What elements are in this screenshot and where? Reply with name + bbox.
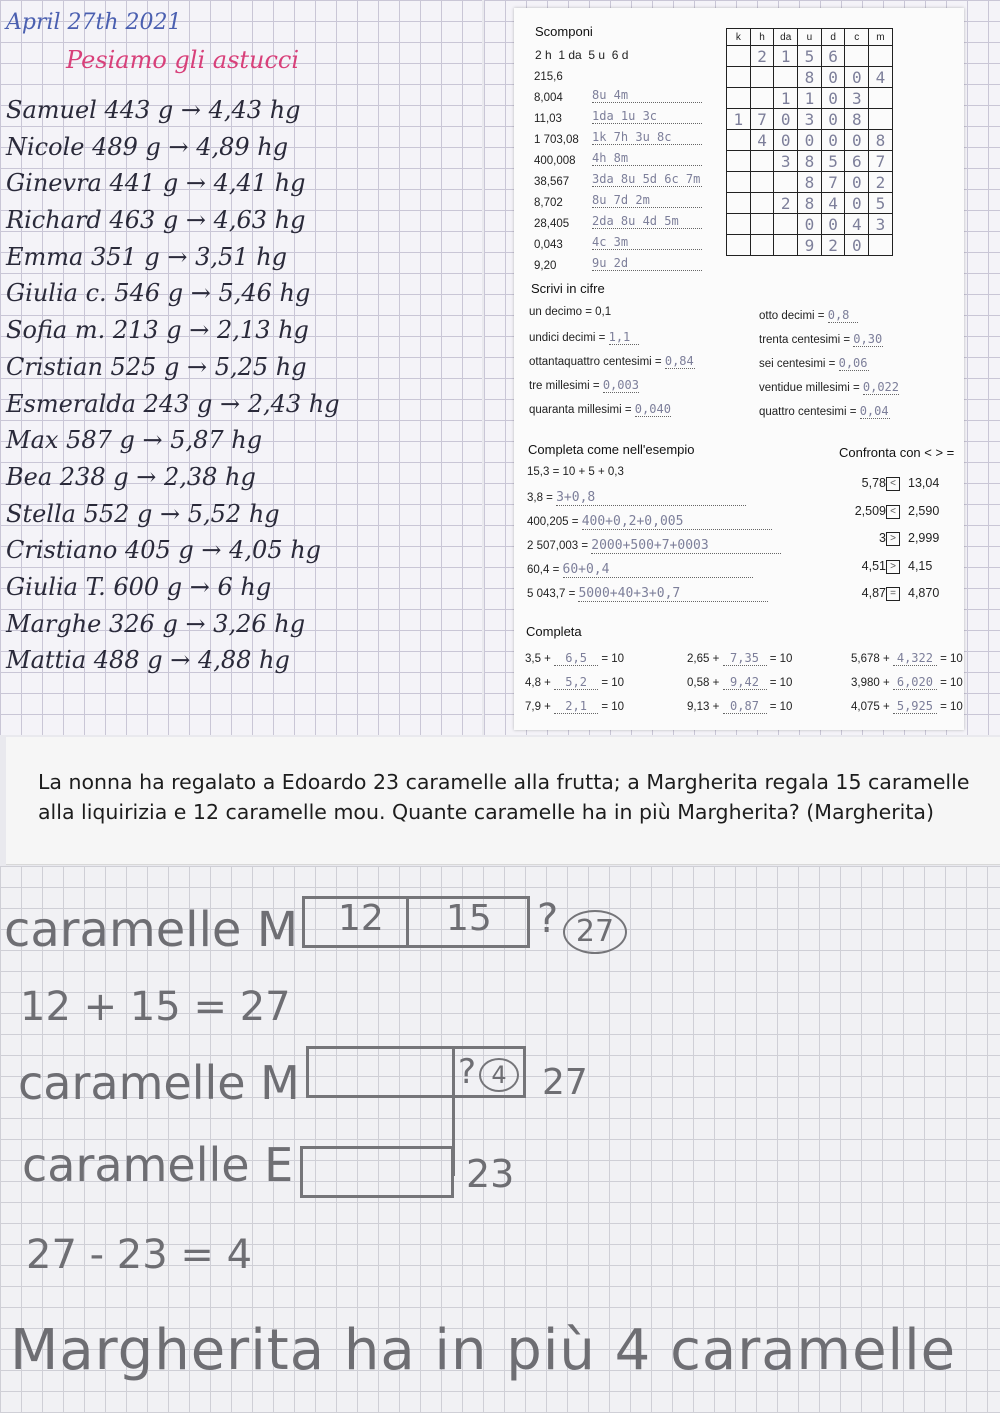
cifre-row (529, 306, 749, 330)
esempio-title: Completa come nell'esempio (528, 442, 695, 457)
table-cell (774, 172, 798, 193)
table-cell: 0 (774, 109, 798, 130)
table-header-cell: d (821, 29, 845, 46)
table-header-cell: k (727, 29, 751, 46)
scomponi-row (534, 256, 719, 277)
table-cell (727, 172, 751, 193)
weight-row: Cristiano 405 g → 4,05 hg (6, 536, 322, 565)
table-cell: 0 (798, 214, 822, 235)
table-cell: 4 (869, 67, 893, 88)
completa-row (687, 675, 837, 699)
cifre-row (759, 356, 959, 380)
scomponi-answer: 4c 3m (592, 235, 702, 250)
table-cell (727, 151, 751, 172)
completa-result: = 10 (769, 677, 793, 689)
total-23: 23 (466, 1152, 515, 1196)
confronta-list (834, 476, 964, 614)
bar-divider (406, 896, 409, 948)
esempio-label: 60,4 = (527, 564, 560, 576)
completa-result: = 10 (601, 677, 625, 689)
cifre-answer: 0,040 (634, 402, 671, 416)
completa-row (687, 651, 837, 675)
notebook-page-worksheet (484, 0, 1000, 735)
table-cell: 0 (845, 67, 869, 88)
esempio-answer: 3+0,8 (556, 490, 746, 506)
completa-row (851, 675, 1000, 699)
confronta-row (834, 531, 964, 559)
table-cell: 4 (750, 130, 774, 151)
table-cell: 7 (821, 172, 845, 193)
table-cell: 1 (774, 88, 798, 109)
cifre-label: un decimo = 0,1 (529, 306, 612, 318)
table-cell (869, 46, 893, 67)
table-cell: 3 (798, 109, 822, 130)
completa-row (525, 675, 675, 699)
table-cell (750, 67, 774, 88)
cifre-answer: 0,8 (828, 308, 858, 323)
scomponi-number: 1 703,08 (534, 134, 579, 146)
scomponi-example: 2 h 1 da 5 u 6 d (535, 48, 629, 62)
completa-row (851, 699, 1000, 723)
scomponi-title: Scomponi (535, 24, 593, 39)
esempio-row (527, 490, 827, 514)
esempio-answer: 400+0,2+0,005 (582, 514, 772, 530)
completa-result: = 10 (769, 653, 793, 665)
cifre-row (759, 332, 959, 356)
cifre-title: Scrivi in cifre (531, 281, 605, 296)
scomponi-row (534, 130, 719, 151)
table-cell (750, 214, 774, 235)
completa-answer: 6,5 (554, 651, 598, 666)
cifre-label: ventidue millesimi = (759, 382, 860, 394)
weight-row: Bea 238 g → 2,38 hg (6, 462, 256, 491)
table-cell: 8 (845, 109, 869, 130)
notebook-page-weights (0, 0, 482, 735)
scomponi-list (534, 67, 719, 277)
table-cell: 2 (750, 46, 774, 67)
completa-result: = 10 (940, 701, 963, 713)
table-cell: 7 (750, 109, 774, 130)
cifre-answer: 0,04 (859, 404, 889, 418)
table-cell (750, 193, 774, 214)
esempio-answer: 60+0,4 (563, 562, 753, 578)
cifre-label: ottantaquattro centesimi = (529, 356, 662, 368)
cifre-label: quaranta millesimi = (529, 404, 632, 416)
confronta-title: Confronta con < > = (839, 445, 955, 460)
table-cell (727, 193, 751, 214)
total-27: 27 (542, 1062, 588, 1103)
cifre-answer: 1,1 (609, 330, 639, 345)
circled-result-27: 27 (563, 910, 627, 954)
table-cell (727, 46, 751, 67)
scomponi-row (534, 109, 719, 130)
cifre-label: undici decimi = (529, 332, 606, 344)
esempio-row (527, 562, 827, 586)
scomponi-answer: 8u 4m (592, 88, 702, 103)
place-value-table (726, 28, 893, 256)
esempio-answer: 5000+40+3+0,7 (578, 586, 768, 602)
problem-text: La nonna ha regalato a Edoardo 23 caramelle alla frutta; a Margherita regala 15 caramelle alla liquirizia e 12 caramelle mou. Quante caramelle ha in più Margherita? (Margherita) (38, 770, 970, 824)
esempio-answer: 2000+500+7+0003 (591, 538, 781, 554)
table-cell: 6 (821, 46, 845, 67)
table-cell (774, 214, 798, 235)
table-cell: 0 (845, 235, 869, 256)
table-cell (750, 151, 774, 172)
table-cell: 3 (845, 88, 869, 109)
completa-addend: 3,5 + (525, 653, 551, 665)
table-cell: 8 (869, 130, 893, 151)
table-cell: 4 (845, 214, 869, 235)
scomponi-number: 400,008 (534, 155, 576, 167)
esempio-row (527, 538, 827, 562)
label-caramelle-m-1: caramelle M (4, 902, 299, 958)
esempio-row (527, 586, 827, 610)
table-cell: 4 (821, 193, 845, 214)
scomponi-answer: 2da 8u 4d 5m (592, 214, 702, 229)
scomponi-row (534, 193, 719, 214)
cifre-answer: 0,30 (853, 332, 883, 346)
weight-row: Giulia T. 600 g → 6 hg (6, 572, 272, 601)
table-cell: 1 (798, 88, 822, 109)
table-cell: 6 (845, 151, 869, 172)
scomponi-row (534, 172, 719, 193)
notebook-page-solution (0, 866, 1000, 1413)
table-row (727, 214, 893, 235)
cifre-answer: 0,84 (664, 354, 694, 368)
confronta-row (834, 586, 964, 614)
esempio-row (527, 514, 827, 538)
scomponi-number: 38,567 (534, 176, 570, 188)
scomponi-number: 28,405 (534, 218, 570, 230)
table-row (727, 151, 893, 172)
completa-result: = 10 (601, 701, 625, 713)
cifre-row (529, 330, 749, 354)
cifre-label: sei centesimi = (759, 358, 836, 370)
table-cell: 2 (774, 193, 798, 214)
cifre-row (759, 308, 959, 332)
esempio-list (527, 466, 827, 610)
confronta-left: 2,509 (854, 503, 886, 518)
weight-row: Marghe 326 g → 3,26 hg (6, 609, 306, 638)
table-cell (750, 172, 774, 193)
cifre-right-list (759, 308, 959, 428)
table-cell: 2 (821, 235, 845, 256)
completa-result: = 10 (769, 701, 793, 713)
bar-margherita-split (302, 896, 530, 948)
cifre-label: tre millesimi = (529, 380, 600, 392)
completa-answer: 9,42 (723, 675, 767, 690)
cifre-label: trenta centesimi = (759, 334, 851, 346)
scomponi-row (534, 151, 719, 172)
esempio-label: 2 507,003 = (527, 540, 589, 552)
cifre-row (529, 402, 749, 426)
circled-result-4: 4 (479, 1058, 519, 1092)
completa-result: = 10 (940, 677, 963, 689)
completa-column (687, 651, 837, 723)
table-row (727, 88, 893, 109)
completa-addend: 3,980 + (851, 677, 890, 689)
cifre-answer: 0,022 (862, 380, 899, 394)
table-row (727, 109, 893, 130)
confronta-row (834, 476, 964, 504)
table-row (727, 235, 893, 256)
table-cell: 2 (869, 172, 893, 193)
scomponi-answer: 1k 7h 3u 8c (592, 130, 702, 145)
equation-sum: 12 + 15 = 27 (20, 984, 291, 1030)
table-cell (727, 88, 751, 109)
comparison-sign-box: < (886, 505, 900, 519)
completa-result: = 10 (601, 653, 625, 665)
cifre-label: otto decimi = (759, 310, 825, 322)
completa-column (851, 651, 1000, 723)
cifre-left-list (529, 306, 749, 426)
table-row (727, 67, 893, 88)
table-cell (750, 88, 774, 109)
table-header-cell: da (774, 29, 798, 46)
table-row (727, 130, 893, 151)
confronta-right: 4,870 (908, 586, 940, 600)
table-cell: 1 (774, 46, 798, 67)
scomponi-row (534, 67, 719, 88)
table-cell: 0 (821, 67, 845, 88)
table-cell: 5 (798, 46, 822, 67)
completa-row (525, 651, 675, 675)
completa-answer: 5,2 (554, 675, 598, 690)
cifre-label: quattro centesimi = (759, 406, 857, 418)
completa-row (851, 651, 1000, 675)
scomponi-answer: 1da 1u 3c (592, 109, 702, 124)
confronta-left: 4,51 (861, 558, 886, 573)
scomponi-answer: 4h 8m (592, 151, 702, 166)
completa-row (525, 699, 675, 723)
weight-row: Samuel 443 g → 4,43 hg (6, 96, 301, 124)
esempio-row (527, 466, 827, 490)
scomponi-row (534, 88, 719, 109)
completa-answer: 4,322 (893, 651, 937, 666)
scomponi-number: 9,20 (534, 260, 557, 272)
table-cell (727, 214, 751, 235)
completa-addend: 2,65 + (687, 653, 720, 665)
weight-row: Mattia 488 g → 4,88 hg (6, 646, 290, 675)
label-caramelle-e: caramelle E (22, 1138, 294, 1192)
weights-list (6, 92, 476, 679)
table-cell: 3 (774, 151, 798, 172)
weight-row: Sofia m. 213 g → 2,13 hg (6, 316, 309, 345)
cifre-row (529, 378, 749, 402)
esempio-label: 3,8 = (527, 492, 553, 504)
table-cell: 0 (774, 130, 798, 151)
comparison-sign-box: < (886, 477, 900, 491)
table-row (727, 46, 893, 67)
cifre-row (759, 380, 959, 404)
confronta-right: 2,999 (908, 531, 940, 545)
completa-addend: 5,678 + (851, 653, 890, 665)
completa-column (525, 651, 675, 723)
completa-answer: 2,1 (554, 699, 598, 714)
table-cell: 0 (821, 214, 845, 235)
scomponi-number: 11,03 (534, 113, 562, 125)
scomponi-row (534, 214, 719, 235)
table-header-cell: h (750, 29, 774, 46)
weight-row: Richard 463 g → 4,63 hg (6, 206, 306, 235)
scomponi-answer: 9u 2d (592, 256, 702, 271)
table-header-cell: m (869, 29, 893, 46)
table-cell (869, 88, 893, 109)
question-mark-1: ? (537, 896, 559, 942)
esempio-label: 5 043,7 = (527, 588, 576, 600)
table-cell: 8 (798, 172, 822, 193)
table-cell (750, 235, 774, 256)
completa-addend: 4,8 + (525, 677, 551, 689)
cifre-answer: 0,003 (602, 378, 639, 392)
confronta-right: 13,04 (908, 476, 940, 490)
comparison-sign-box: = (886, 587, 900, 601)
table-cell (869, 235, 893, 256)
confronta-left: 4,87 (861, 586, 886, 600)
scomponi-number: 0,043 (534, 239, 563, 251)
table-row (727, 172, 893, 193)
table-cell: 3 (869, 214, 893, 235)
weight-row: Ginevra 441 g → 4,41 hg (6, 169, 306, 198)
confronta-right: 2,590 (908, 503, 940, 518)
completa-answer: 6,020 (893, 675, 937, 690)
esempio-label: 400,205 = (527, 516, 579, 528)
page-title: Pesiamo gli astucci (66, 46, 300, 74)
confronta-right: 4,15 (908, 558, 933, 573)
cifre-answer: 0,06 (838, 356, 868, 370)
table-cell: 7 (869, 151, 893, 172)
weight-row: Max 587 g → 5,87 hg (6, 426, 263, 455)
confronta-row (834, 504, 964, 532)
table-cell: 8 (798, 151, 822, 172)
scomponi-number: 215,6 (534, 71, 563, 83)
completa-addend: 9,13 + (687, 701, 720, 713)
table-cell: 5 (821, 151, 845, 172)
table-cell: 5 (869, 193, 893, 214)
table-cell: 0 (845, 172, 869, 193)
table-cell: 0 (821, 130, 845, 151)
bar-segment-12: 12 (338, 898, 384, 939)
cifre-row (529, 354, 749, 378)
table-cell (727, 67, 751, 88)
problem-card (6, 737, 1000, 865)
completa-title: Completa (526, 624, 582, 639)
table-cell: 9 (798, 235, 822, 256)
weight-row: Emma 351 g → 3,51 hg (6, 242, 288, 271)
completa-addend: 7,9 + (525, 701, 551, 713)
scomponi-number: 8,004 (534, 92, 563, 104)
confronta-left: 3 (879, 531, 886, 545)
table-cell: 0 (798, 130, 822, 151)
completa-row (687, 699, 837, 723)
weight-row: Cristian 525 g → 5,25 hg (6, 352, 307, 381)
answer-sentence: Margherita ha in più 4 caramelle (10, 1318, 957, 1383)
completa-answer: 7,35 (723, 651, 767, 666)
weight-row: Giulia c. 546 g → 5,46 hg (6, 279, 311, 308)
confronta-row (834, 559, 964, 587)
table-cell: 1 (727, 109, 751, 130)
date-heading: April 27th 2021 (6, 10, 182, 35)
bar-edoardo (300, 1146, 454, 1198)
table-cell: 0 (821, 88, 845, 109)
table-header-cell: u (798, 29, 822, 46)
table-cell (845, 46, 869, 67)
label-caramelle-m-2: caramelle M (18, 1056, 300, 1110)
weight-row: Stella 552 g → 5,52 hg (6, 499, 280, 528)
scomponi-number: 8,702 (534, 197, 563, 209)
worksheet (514, 8, 964, 730)
comparison-sign-box: > (886, 560, 900, 574)
scomponi-answer: 3da 8u 5d 6c 7m (592, 172, 701, 186)
table-cell: 0 (821, 109, 845, 130)
table-cell (774, 67, 798, 88)
table-cell: 0 (845, 130, 869, 151)
table-header-cell: c (845, 29, 869, 46)
completa-addend: 0,58 + (687, 677, 720, 689)
scomponi-answer: 8u 7d 2m (592, 193, 702, 208)
completa-answer: 0,87 (723, 699, 767, 714)
table-cell (869, 109, 893, 130)
table-cell (727, 235, 751, 256)
bar-segment-15: 15 (446, 898, 492, 939)
confronta-left: 5,78 (861, 476, 886, 490)
completa-answer: 5,925 (893, 699, 937, 714)
weight-row: Esmeralda 243 g → 2,43 hg (6, 389, 340, 418)
completa-addend: 4,075 + (851, 701, 890, 713)
table-cell (774, 235, 798, 256)
question-mark-2: ? (458, 1052, 477, 1092)
table-row (727, 193, 893, 214)
table-cell (727, 130, 751, 151)
cifre-row (759, 404, 959, 428)
scomponi-row (534, 235, 719, 256)
comparison-sign-box: > (886, 532, 900, 546)
esempio-label: 15,3 = 10 + 5 + 0,3 (527, 466, 624, 478)
weight-row: Nicole 489 g → 4,89 hg (6, 132, 289, 161)
equation-difference: 27 - 23 = 4 (26, 1232, 253, 1278)
completa-result: = 10 (940, 653, 963, 665)
table-cell: 8 (798, 67, 822, 88)
table-cell: 8 (798, 193, 822, 214)
table-cell: 0 (845, 193, 869, 214)
